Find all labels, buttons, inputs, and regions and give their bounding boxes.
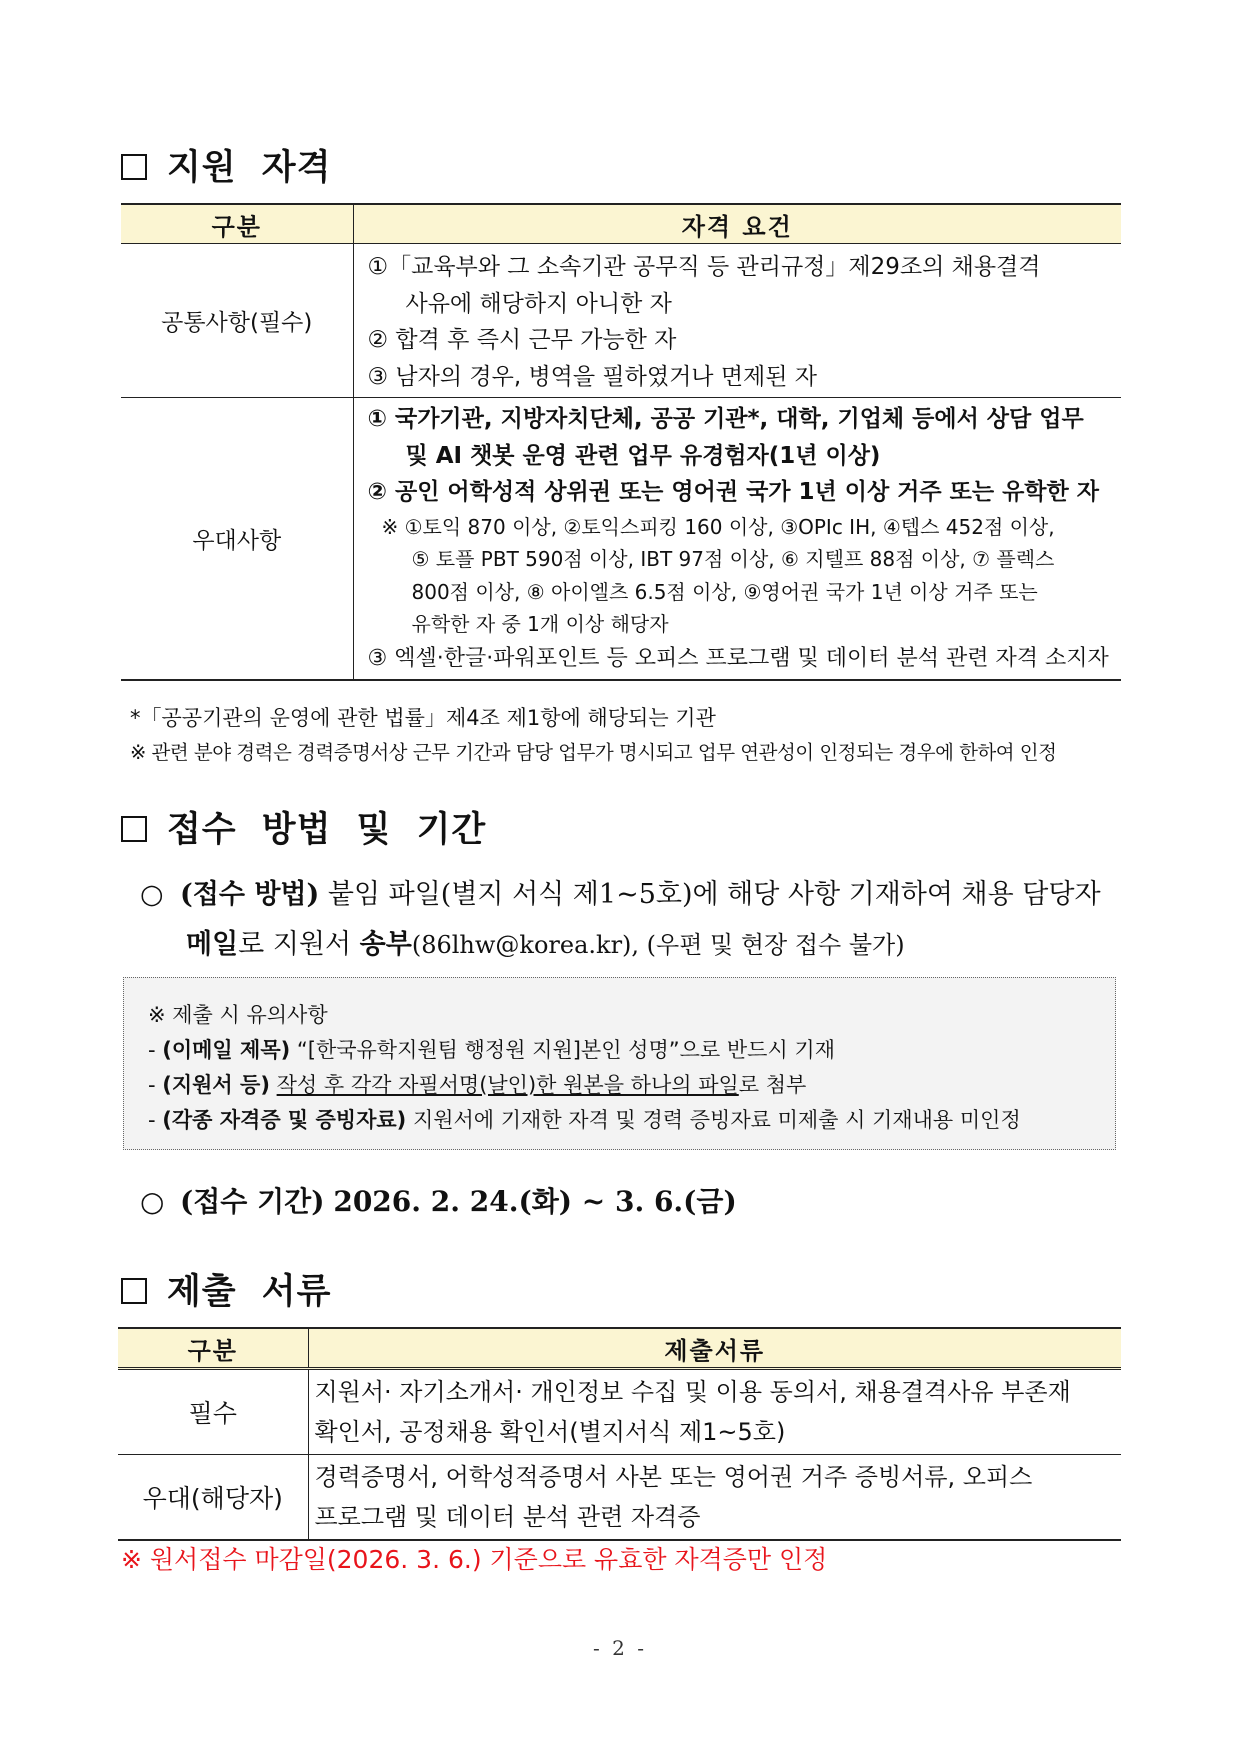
period-text: 2026. 2. 24.(화) ~ 3. 6.(금) (333, 1185, 737, 1218)
submission-notice-box (123, 977, 1116, 1150)
requirement-line: ② 공인 어학성적 상위권 또는 영어권 국가 1년 이상 거주 또는 유학한 자 (367, 479, 1099, 505)
requirement-line: ⑤ 토플 PBT 590점 이상, IBT 97점 이상, ⑥ 지텔프 88점 이상, ⑦ 플렉스 (411, 547, 1055, 571)
requirement-line: ③ 엑셀·한글·파워포인트 등 오피스 프로그램 및 데이터 분석 관련 자격 소지자 (367, 645, 1109, 671)
requirement-line: ※ ①토익 870 이상, ②토익스피킹 160 이상, ③OPIc IH, ④텝스 452점 이상, (381, 514, 1055, 539)
footnote-career: ※ 관련 분야 경력은 경력증명서상 근무 기간과 담당 업무가 명시되고 업무 연관성이 인정되는 경우에 한하여 인정 (130, 741, 1057, 764)
method-bold-mail: 메일 (186, 929, 239, 960)
column-header-documents: 제출서류 (308, 1328, 1121, 1369)
column-header-category: 구분 (121, 204, 353, 244)
period-label: (접수 기간) (180, 1185, 325, 1218)
qualifications-table (121, 203, 1121, 681)
document-line: 확인서, 공정채용 확인서(별지서식 제1~5호) (314, 1418, 786, 1446)
row-content-required (308, 1369, 1121, 1455)
method-text: 로 지원서 (238, 929, 360, 960)
circle-bullet-icon: ○ (140, 879, 164, 910)
row-category-required: 필수 (118, 1369, 308, 1455)
application-method-line1 (140, 872, 1101, 911)
row-category-preferred: 우대(해당자) (118, 1455, 308, 1541)
checkbox-square-icon (121, 816, 147, 842)
requirement-line: 및 AI 챗봇 운영 관련 업무 유경험자(1년 이상) (405, 442, 881, 469)
documents-table (118, 1327, 1121, 1541)
requirement-line: 유학한 자 중 1개 이상 해당자 (411, 612, 669, 636)
application-method-line2 (186, 922, 905, 961)
column-header-category: 구분 (118, 1328, 308, 1369)
document-line: 경력증명서, 어학성적증명서 사본 또는 영어권 거주 증빙서류, 오피스 (314, 1463, 1033, 1491)
document-line: 지원서· 자기소개서· 개인정보 수집 및 이용 동의서, 채용결격사유 부존재 (314, 1378, 1071, 1406)
method-bold-send: 송부 (359, 929, 412, 960)
row-category-preferred: 우대사항 (121, 398, 353, 681)
requirement-line: 사유에 해당하지 아니한 자 (405, 290, 672, 317)
row-content-preferred (308, 1455, 1121, 1541)
column-header-requirements: 자격 요건 (353, 204, 1121, 244)
table-row (118, 1455, 1121, 1541)
notice-item-application: - (지원서 등) 작성 후 각각 자필서명(날인)한 원본을 하나의 파일로 첨부 (148, 1073, 807, 1097)
table-row (118, 1369, 1121, 1455)
circle-bullet-icon: ○ (140, 1185, 165, 1218)
requirement-line: ①「교육부와 그 소속기관 공무직 등 관리규정」제29조의 채용결격 (367, 254, 1041, 280)
requirement-line: ② 합격 후 즉시 근무 가능한 자 (367, 327, 677, 353)
section-heading-application: 접수 방법 및 기간 (121, 802, 486, 852)
section-heading-qualifications: 지원 자격 (121, 140, 331, 190)
requirement-line: ① 국가기관, 지방자치단체, 공공 기관*, 대학, 기업체 등에서 상담 업무 (367, 406, 1084, 432)
table-row (121, 398, 1121, 681)
checkbox-square-icon (121, 1278, 147, 1304)
application-period (140, 1180, 737, 1220)
notice-item-email-subject: - (이메일 제목) “[한국유학지원팀 행정원 지원]본인 성명”으로 반드시 기재 (148, 1038, 835, 1062)
section-heading-documents: 제출 서류 (121, 1264, 331, 1314)
row-content-preferred (353, 398, 1121, 681)
requirement-line: ③ 남자의 경우, 병역을 필하였거나 면제된 자 (367, 363, 818, 390)
requirement-line: 800점 이상, ⑧ 아이엘츠 6.5점 이상, ⑨영어권 국가 1년 이상 거주 또는 (411, 579, 1038, 604)
table-row (121, 244, 1121, 398)
document-line: 프로그램 및 데이터 분석 관련 자격증 (314, 1503, 701, 1531)
page-number: - 2 - (593, 1636, 647, 1660)
method-label: (접수 방법) (180, 879, 320, 910)
notice-heading: ※ 제출 시 유의사항 (148, 1003, 328, 1027)
method-text: 붙임 파일(별지 서식 제1~5호)에 해당 사항 기재하여 채용 담당자 (327, 879, 1101, 910)
checkbox-square-icon (121, 154, 147, 180)
row-content-common (353, 244, 1121, 398)
certificate-validity-note: ※ 원서접수 마감일(2026. 3. 6.) 기준으로 유효한 자격증만 인정 (121, 1545, 828, 1574)
notice-item-certificates: - (각종 자격증 및 증빙자료) 지원서에 기재한 자격 및 경력 증빙자료 미제출 시 기재내용 미인정 (148, 1108, 1021, 1132)
row-category-common: 공통사항(필수) (121, 244, 353, 398)
table-header-row (118, 1328, 1121, 1369)
footnote-public-agency: *「공공기관의 운영에 관한 법률」제4조 제1항에 해당되는 기관 (130, 706, 716, 730)
table-header-row (121, 204, 1121, 244)
method-email-text: (86lhw@korea.kr), (우편 및 현장 접수 불가) (411, 931, 905, 959)
